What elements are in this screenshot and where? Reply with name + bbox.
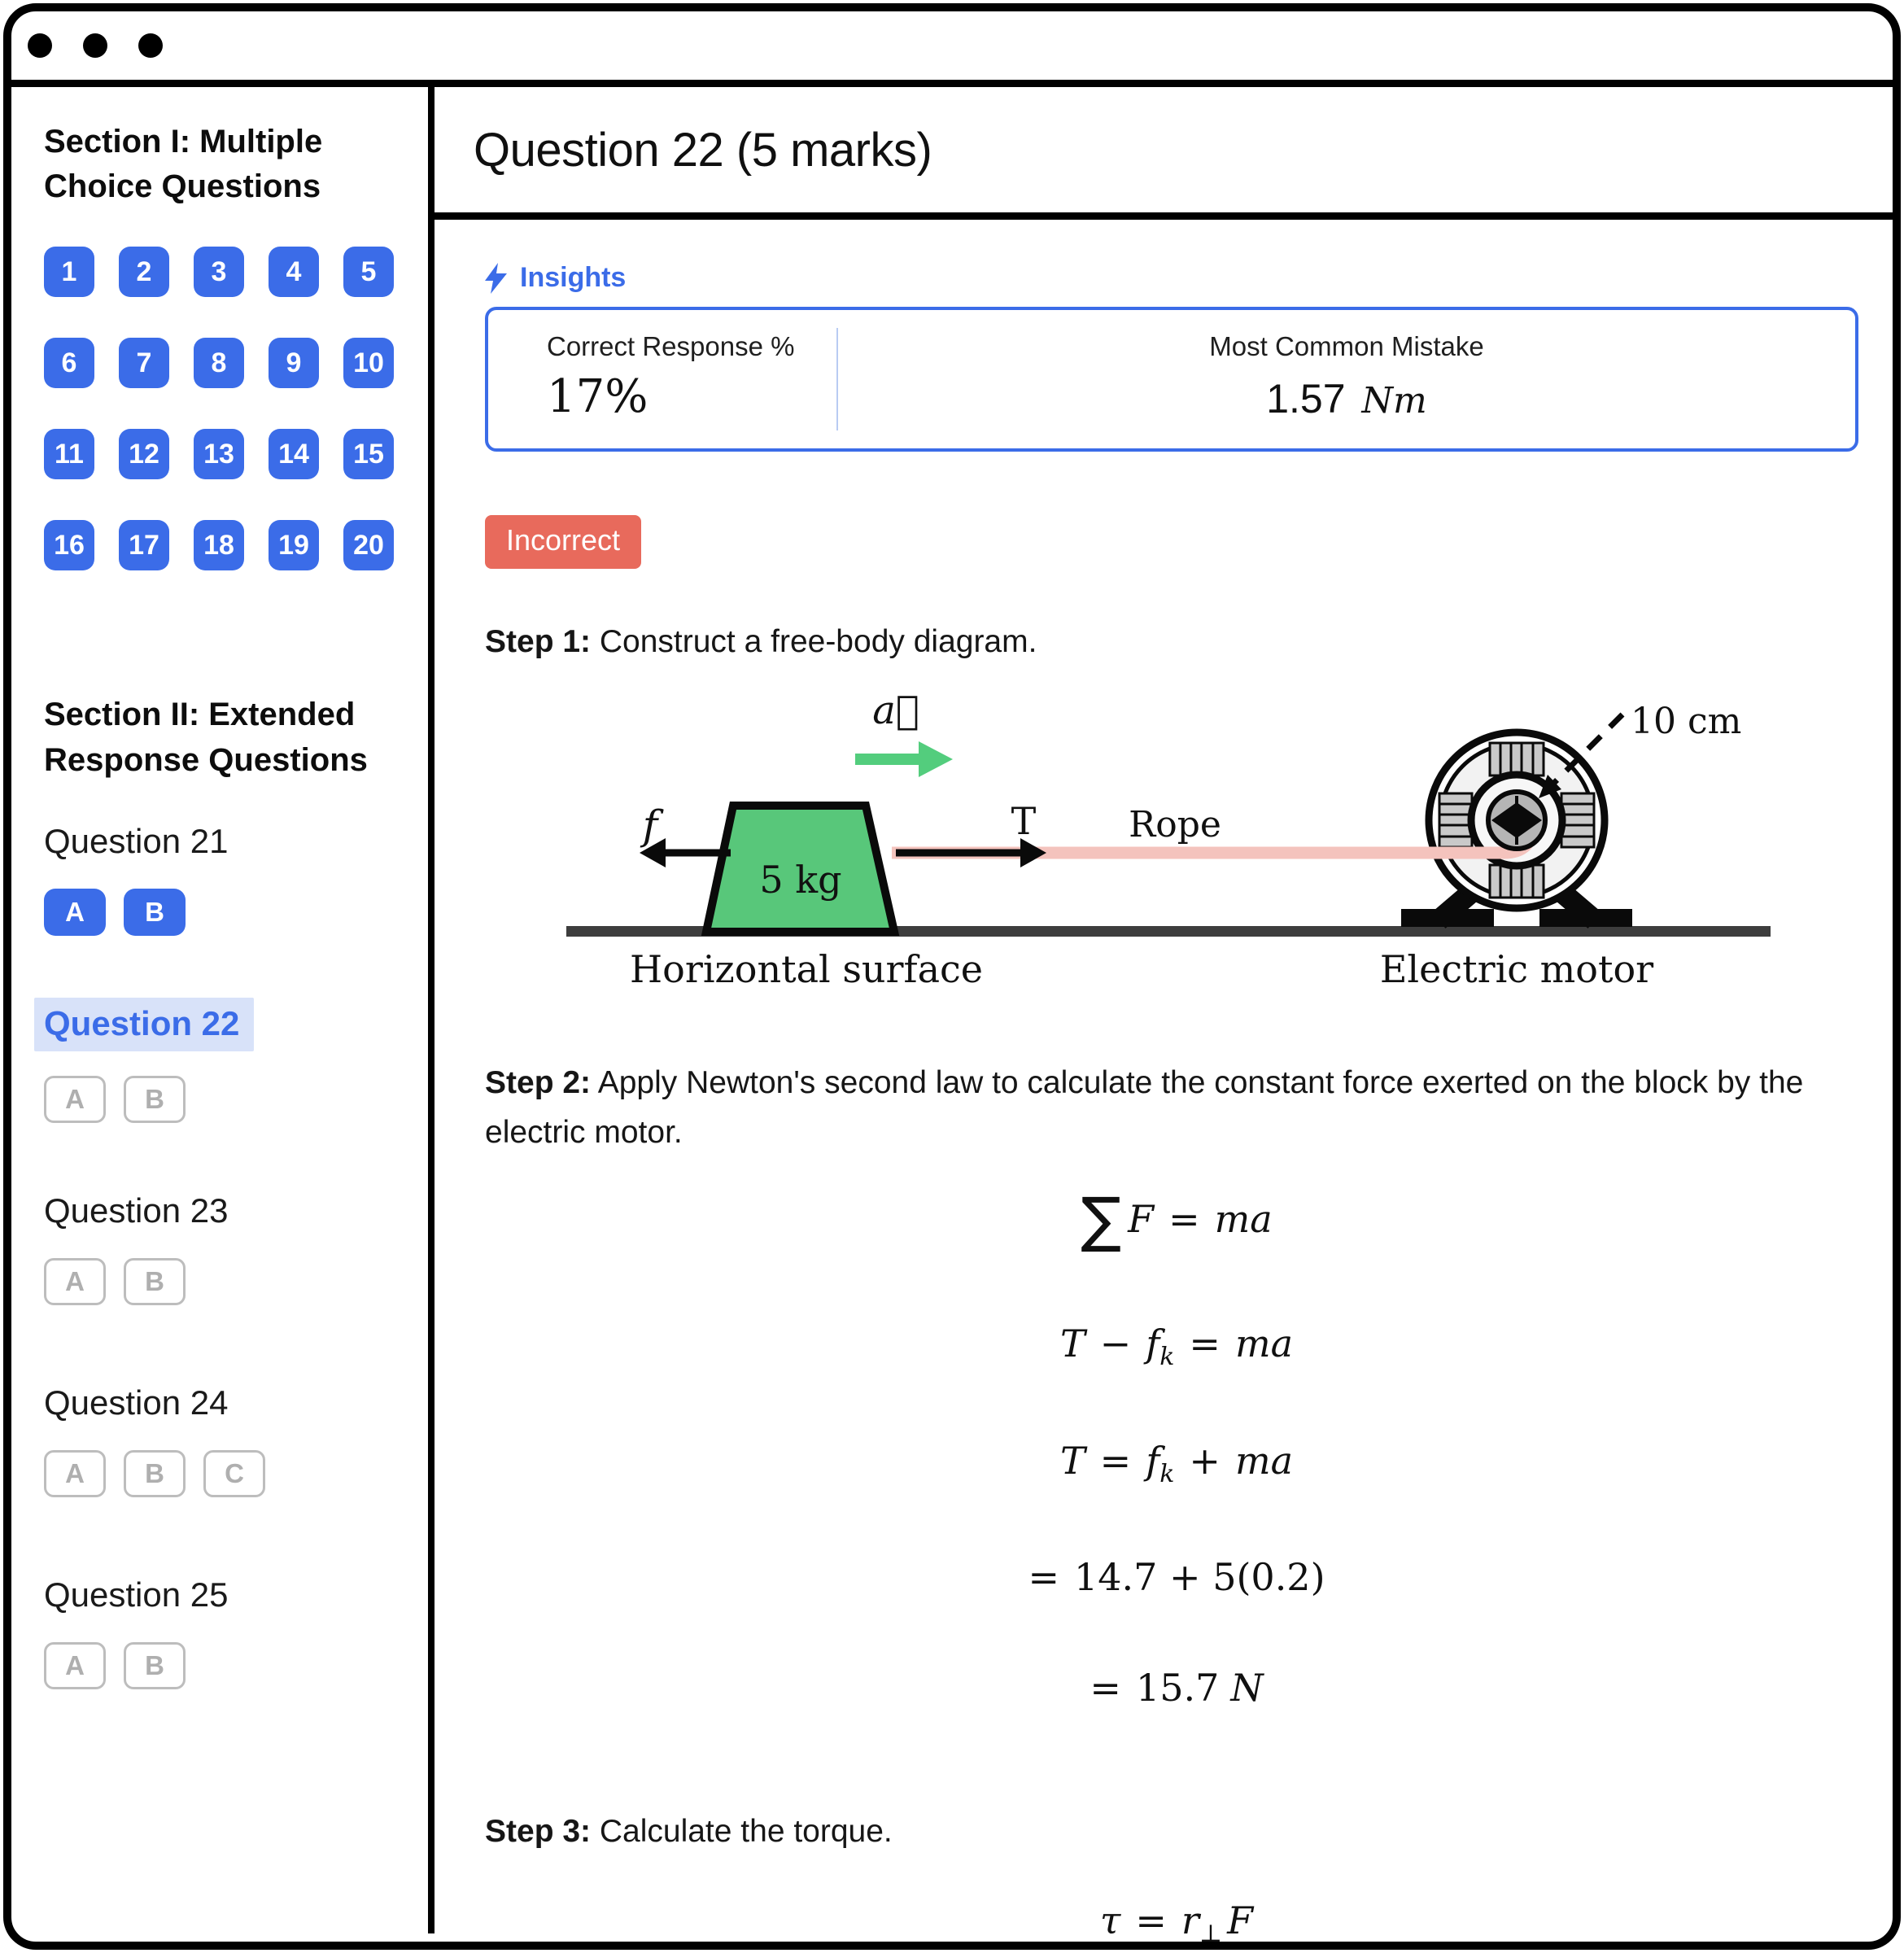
lightning-icon: [485, 263, 507, 294]
motor-label: Electric motor: [1379, 947, 1654, 992]
status-badge: Incorrect: [485, 515, 641, 569]
window-control-dot[interactable]: [83, 33, 107, 58]
main-content: [435, 220, 1893, 1948]
step-2-label: Step 2:: [485, 1065, 592, 1101]
mcq-button-13[interactable]: 13: [194, 429, 244, 479]
mcq-button-5[interactable]: 5: [343, 247, 394, 297]
main-header: [435, 87, 1893, 220]
equation-tension: $T = f_k$ + ma: [1059, 1438, 1294, 1488]
step-2-text: Step 2: Apply Newton's second law to calculate the constant force exerted on the block by the electric motor.: [485, 1065, 1804, 1150]
window-control-dot[interactable]: [138, 33, 163, 58]
free-body-diagram: [485, 679, 1889, 1029]
question-25-part-a[interactable]: A: [44, 1642, 106, 1689]
mcq-button-11[interactable]: 11: [44, 429, 94, 479]
sidebar: [11, 87, 435, 1933]
window-control-dot[interactable]: [28, 33, 52, 58]
correct-response-block: [488, 310, 836, 448]
mcq-button-12[interactable]: 12: [119, 429, 169, 479]
mcq-button-2[interactable]: 2: [119, 247, 169, 297]
question-25-part-b[interactable]: B: [124, 1642, 186, 1689]
insights-title: Insights: [520, 262, 627, 293]
equation-result: = 15.7 N: [1090, 1665, 1264, 1710]
question-group-22: [44, 998, 428, 1123]
question-21-part-a[interactable]: A: [44, 889, 106, 936]
step-3-label: Step 3:: [485, 1813, 592, 1849]
common-mistake-block: [838, 310, 1855, 448]
equation-substitution: = 14.7 + 5(0.2): [1028, 1554, 1325, 1599]
friction-label: f: [642, 802, 658, 850]
mcq-grid: [44, 247, 428, 570]
radius-label: 10 cm: [1631, 701, 1742, 743]
question-group-23: [44, 1191, 428, 1305]
sidebar-item-question-21[interactable]: Question 21: [44, 821, 229, 860]
mcq-button-1[interactable]: 1: [44, 247, 94, 297]
mcq-button-10[interactable]: 10: [343, 338, 394, 388]
equation-torque: $\tau = r_\perp$ F: [1099, 1898, 1254, 1949]
equation-sum-forces: ∑ F = ma: [1081, 1185, 1273, 1256]
surface-label: Horizontal surface: [630, 947, 983, 992]
section2-title: Section II: Extended Response Questions: [44, 697, 368, 778]
mcq-button-16[interactable]: 16: [44, 520, 94, 570]
step-3-text: Step 3: Calculate the torque.: [485, 1813, 893, 1849]
mcq-button-17[interactable]: 17: [119, 520, 169, 570]
mcq-button-15[interactable]: 15: [343, 429, 394, 479]
question-21-part-b[interactable]: B: [124, 889, 186, 936]
question-23-part-b[interactable]: B: [124, 1258, 186, 1305]
mcq-button-18[interactable]: 18: [194, 520, 244, 570]
sidebar-item-question-25[interactable]: Question 25: [44, 1575, 229, 1614]
tension-label: T: [1011, 799, 1037, 844]
question-group-21: [44, 822, 428, 936]
common-mistake-value: 1.57: [1266, 376, 1346, 422]
mcq-button-6[interactable]: 6: [44, 338, 94, 388]
window-titlebar: [11, 11, 1893, 87]
question-22-part-a[interactable]: A: [44, 1076, 106, 1123]
equation-newton: $T - f_k$ = ma: [1059, 1322, 1294, 1372]
mcq-button-19[interactable]: 19: [269, 520, 319, 570]
mcq-button-8[interactable]: 8: [194, 338, 244, 388]
mcq-button-7[interactable]: 7: [119, 338, 169, 388]
acceleration-label: a⃗: [872, 688, 919, 734]
correct-response-label: Correct Response %: [547, 331, 795, 361]
rope-label: Rope: [1129, 804, 1221, 846]
question-24-part-b[interactable]: B: [124, 1450, 186, 1497]
common-mistake-unit: Nm: [1361, 380, 1427, 422]
insights-panel: [485, 307, 1858, 452]
question-group-25: [44, 1575, 428, 1689]
mcq-button-3[interactable]: 3: [194, 247, 244, 297]
question-group-24: [44, 1383, 428, 1497]
sidebar-item-question-24[interactable]: Question 24: [44, 1383, 229, 1422]
page-title: Question 22 (5 marks): [474, 123, 932, 177]
question-23-part-a[interactable]: A: [44, 1258, 106, 1305]
correct-response-value: 17%: [547, 370, 648, 423]
question-24-part-c[interactable]: C: [203, 1450, 265, 1497]
question-24-part-a[interactable]: A: [44, 1450, 106, 1497]
insights-header: [485, 262, 1876, 294]
mcq-button-20[interactable]: 20: [343, 520, 394, 570]
sidebar-item-question-22-active[interactable]: Question 22: [34, 998, 254, 1051]
section1-title: Section I: Multiple Choice Questions: [44, 124, 323, 205]
mcq-button-4[interactable]: 4: [269, 247, 319, 297]
step-1-text: Step 1: Construct a free-body diagram.: [485, 624, 1037, 659]
app-window: [3, 3, 1901, 1950]
common-mistake-label: Most Common Mistake: [1209, 331, 1484, 361]
mcq-button-14[interactable]: 14: [269, 429, 319, 479]
main-panel: [435, 87, 1893, 1949]
question-22-part-b[interactable]: B: [124, 1076, 186, 1123]
sidebar-item-question-23[interactable]: Question 23: [44, 1191, 229, 1230]
mcq-button-9[interactable]: 9: [269, 338, 319, 388]
step-1-label: Step 1:: [485, 624, 592, 659]
mass-label: 5 kg: [759, 858, 842, 902]
